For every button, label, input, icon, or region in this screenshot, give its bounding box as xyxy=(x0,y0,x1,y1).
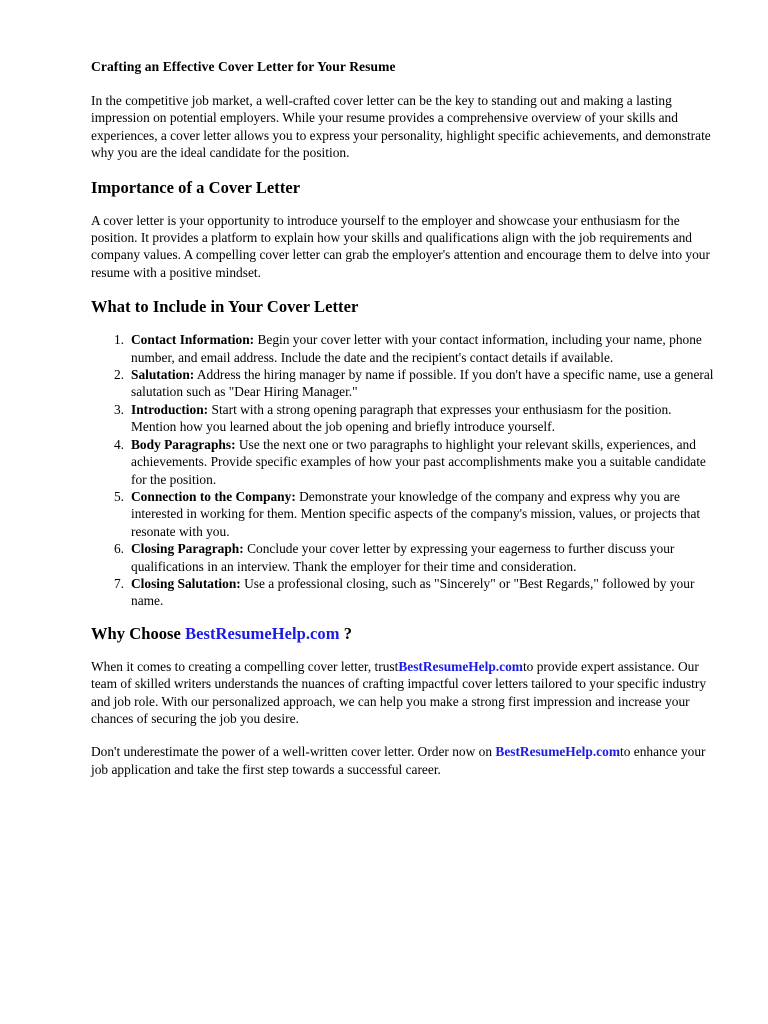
importance-paragraph: A cover letter is your opportunity to introduce yourself to the employer and showcase your enthusiasm for the position. It provides a platform to explain how your skills and qualifications align with the job requirements and company values. A compelling cover letter can grab the employer's attention and encourage them to delve into your resume with a positive mindset. xyxy=(91,212,710,280)
list-item xyxy=(91,436,717,488)
list-item-number: 2. xyxy=(113,367,124,383)
list-item-text: Start with a strong opening paragraph that expresses your enthusiasm for the position. Mention how you learned about the job opening and briefly introduce yourself. xyxy=(131,401,672,435)
list-item-text: Conclude your cover letter by expressing your eagerness to further discuss your qualifications in an interview. Thank the employer for their time and consideration. xyxy=(131,541,675,574)
list-item xyxy=(91,331,717,366)
list-item-text: Address the hiring manager by name if possible. If you don't have a specific name, use a general salutation such as "Dear Hiring Manager." xyxy=(131,367,714,400)
list-item-label: Introduction: xyxy=(131,401,209,417)
brand-link-paragraph-2[interactable]: BestResumeHelp.com xyxy=(495,744,620,760)
list-item xyxy=(91,401,717,436)
why-choose-p2-after: to enhance your job application and take the first step towards a successful career. xyxy=(91,744,706,777)
list-item-number: 6. xyxy=(113,541,124,557)
list-item-number: 7. xyxy=(113,575,124,591)
document-title: Crafting an Effective Cover Letter for Your Resume xyxy=(91,59,396,74)
brand-link-heading[interactable]: BestResumeHelp.com xyxy=(185,623,340,643)
why-choose-prefix: Why Choose xyxy=(91,623,181,643)
list-item-number: 5. xyxy=(113,488,124,504)
section-heading-importance: Importance of a Cover Letter xyxy=(91,177,301,197)
list-item-number: 4. xyxy=(113,436,124,452)
list-item-label: Body Paragraphs: xyxy=(131,436,236,452)
list-item-label: Closing Paragraph: xyxy=(131,541,244,557)
why-choose-p1-before: When it comes to creating a compelling cover letter, trust xyxy=(91,658,399,674)
list-item xyxy=(91,488,717,540)
list-item-text: Demonstrate your knowledge of the company and express why you are interested in working for them. Mention specific aspects of the company's mission, values, or projects that resonate with you. xyxy=(131,488,701,539)
list-item-label: Salutation: xyxy=(131,367,195,383)
list-item-label: Connection to the Company: xyxy=(131,488,296,504)
list-item xyxy=(91,540,717,575)
list-item-label: Contact Information: xyxy=(131,332,255,348)
section-heading-what-to-include: What to Include in Your Cover Letter xyxy=(91,297,359,317)
list-item-text: Use the next one or two paragraphs to highlight your relevant skills, experiences, and achievements. Provide specific examples of how your past accomplishments make you a suitable candidate for the position. xyxy=(131,436,706,487)
why-choose-paragraph-1 xyxy=(91,658,717,728)
brand-link-paragraph-1[interactable]: BestResumeHelp.com xyxy=(398,658,523,674)
why-choose-p2-before: Don't underestimate the power of a well-written cover letter. Order now on xyxy=(91,744,493,760)
intro-paragraph: In the competitive job market, a well-crafted cover letter can be the key to standing out and making a lasting impression on potential employers. While your resume provides a comprehensive overview of your skills and experiences, a cover letter allows you to express your personality, highlight specific achievements, and demonstrate why you are the ideal candidate for the position. xyxy=(91,93,711,161)
what-to-include-list xyxy=(91,331,717,610)
section-heading-why-choose xyxy=(91,624,717,644)
list-item-text: Use a professional closing, such as "Sincerely" or "Best Regards," followed by your name. xyxy=(131,575,695,609)
list-item xyxy=(91,366,717,401)
why-choose-suffix: ? xyxy=(343,623,352,643)
why-choose-paragraph-2 xyxy=(91,743,717,778)
list-item-number: 1. xyxy=(113,332,124,348)
why-choose-p1-after: to provide expert assistance. Our team of skilled writers understands the nuances of crafting impactful cover letters tailored to your specific industry and job role. With our personalized approach, we can help you make a strong first impression and increase your chances of securing the job you desire. xyxy=(91,658,707,726)
list-item-label: Closing Salutation: xyxy=(131,575,241,591)
list-item-number: 3. xyxy=(113,401,124,417)
list-item xyxy=(91,575,717,610)
list-item-text: Begin your cover letter with your contact information, including your name, phone number, and email address. Include the date and the recipient's contact details if available. xyxy=(131,332,702,365)
